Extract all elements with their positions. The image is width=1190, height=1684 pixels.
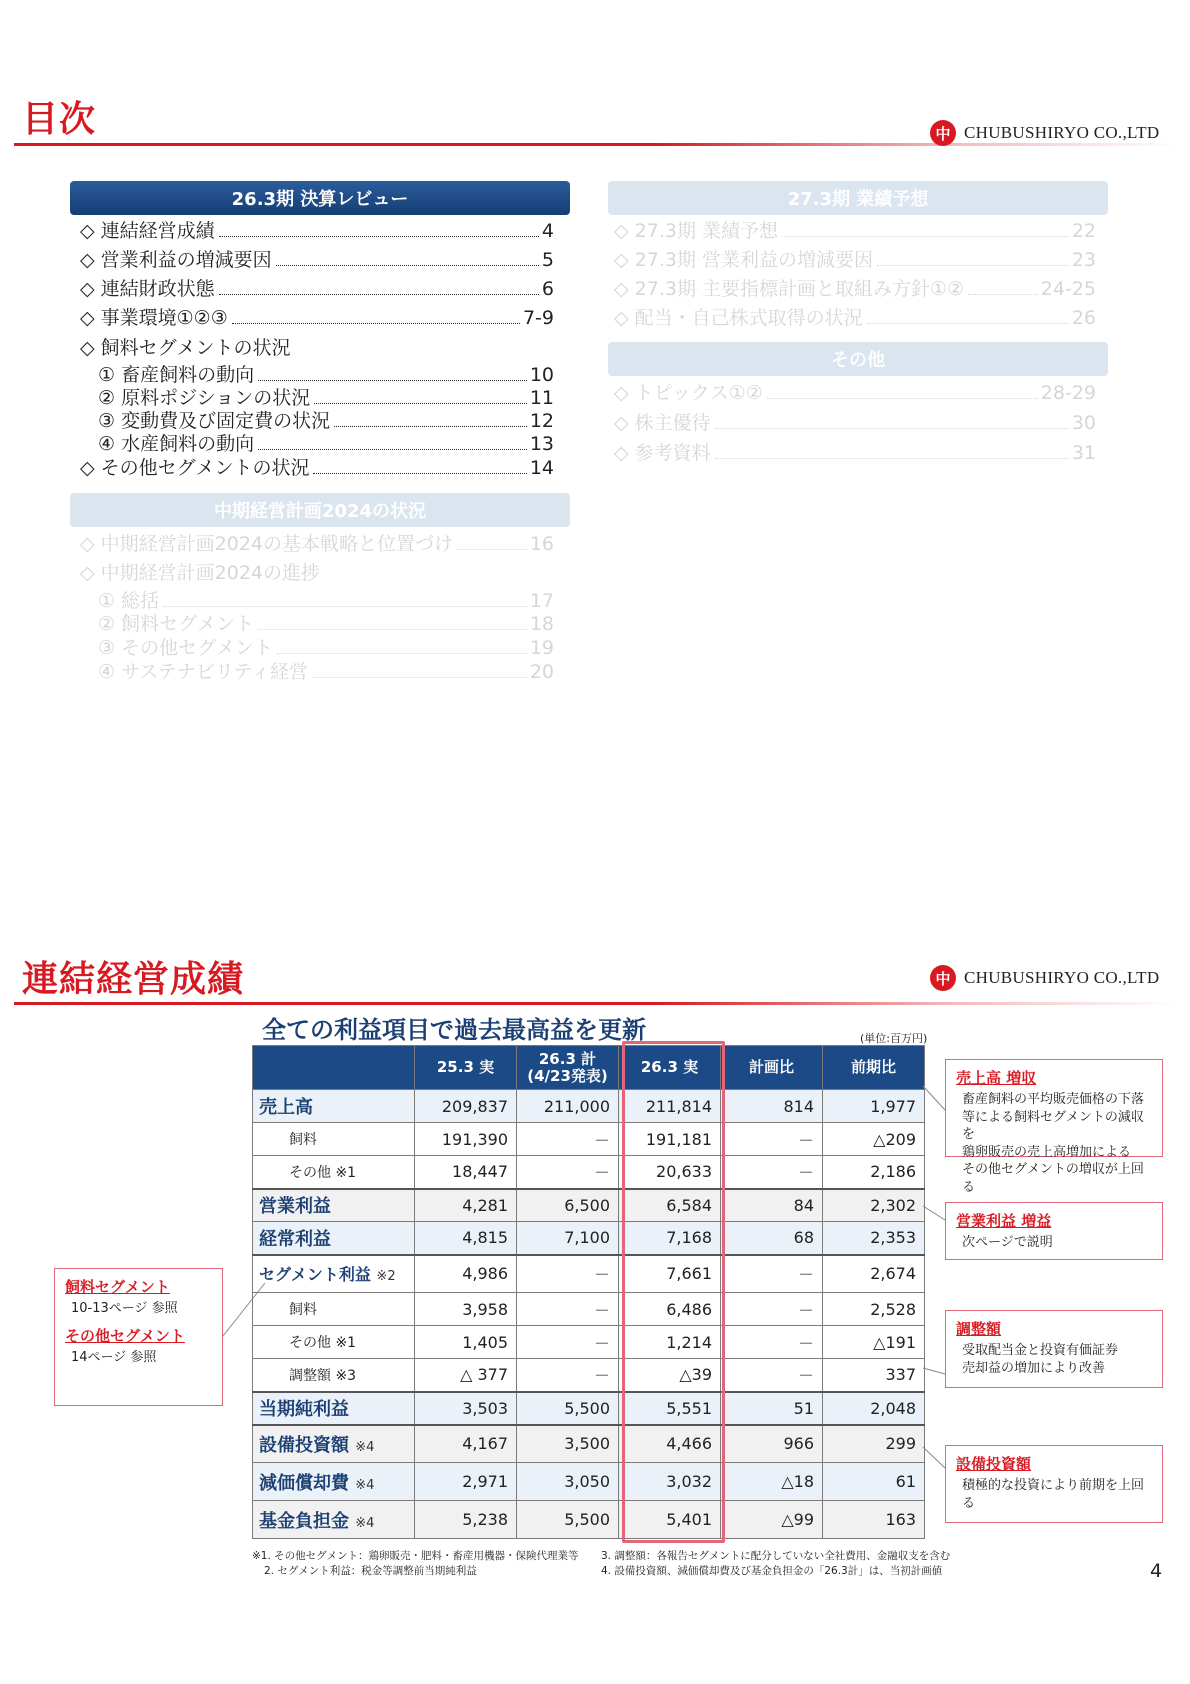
table-row: 経常利益 4,815 7,100 7,168 68 2,353 — [253, 1222, 925, 1255]
toc-item[interactable]: ◇ 営業利益の増減要因 5 — [80, 249, 554, 271]
col-26-3-actual: 26.3 実 — [619, 1046, 721, 1090]
toc-item[interactable]: ◇ 連結財政状態 6 — [80, 278, 554, 300]
results-subtitle: 全ての利益項目で過去最高益を更新 — [262, 1016, 646, 1044]
toc-item[interactable]: ◇ 27.3期 営業利益の増減要因 23 — [614, 249, 1096, 271]
table-row: 減価償却費 ※4 2,971 3,050 3,032 △18 61 — [253, 1463, 925, 1501]
toc-section-review-header: 26.3期 決算レビュー — [70, 181, 570, 215]
toc-item[interactable]: ◇ 飼料セグメントの状況 — [80, 337, 291, 359]
table-row: その他 ※1 1,405 － 1,214 － △191 — [253, 1326, 925, 1359]
toc-item[interactable]: ◇ 27.3期 業績予想 22 — [614, 220, 1096, 242]
company-name: CHUBUSHIRYO CO.,LTD — [964, 968, 1160, 987]
toc-item[interactable]: ◇ トピックス①② 28-29 — [614, 382, 1096, 404]
callout-adjustment: 調整額 受取配当金と投資有価証券 売却益の増加により改善 — [945, 1310, 1163, 1388]
table-row: 売上高 209,837 211,000 211,814 814 1,977 — [253, 1090, 925, 1123]
toc-page-title: 目次 — [22, 99, 97, 140]
footnotes-right: 3. 調整額：各報告セグメントに配分していない全社費用、金融収支を含む 4. 設備投資額、減価償却費及び基金負担金の「26.3計」は、当初計画値 — [601, 1550, 951, 1578]
toc-item[interactable]: ◇ 中期経営計画2024の基本戦略と位置づけ 16 — [80, 533, 554, 555]
toc-subitem[interactable]: ③ その他セグメント 19 — [98, 637, 554, 659]
toc-item[interactable]: ◇ 事業環境①②③ 7-9 — [80, 307, 554, 329]
table-row: 基金負担金 ※4 5,238 5,500 5,401 △99 163 — [253, 1501, 925, 1539]
callout-segments: 飼料セグメント 10-13ページ 参照 その他セグメント 14ページ 参照 — [54, 1268, 223, 1406]
table-row: その他 ※1 18,447 － 20,633 － 2,186 — [253, 1156, 925, 1189]
col-vs-plan: 計画比 — [721, 1046, 823, 1090]
table-row: 調整額 ※3 △ 377 － △39 － 337 — [253, 1359, 925, 1392]
callout-sales: 売上高 増収 畜産飼料の平均販売価格の下落 等による飼料セグメントの減収を 鶏卵販売の売上高増加による その他セグメントの増収が上回る — [945, 1059, 1163, 1157]
toc-subitem[interactable]: ② 原料ポジションの状況 11 — [98, 387, 554, 409]
toc-item[interactable]: ◇ 配当・自己株式取得の状況 26 — [614, 307, 1096, 329]
toc-subitem[interactable]: ④ サステナビリティ経営 20 — [98, 661, 554, 683]
col-26-3-plan: 26.3 計 (4/23発表) — [517, 1046, 619, 1090]
table-row: 設備投資額 ※4 4,167 3,500 4,466 966 299 — [253, 1425, 925, 1463]
page-number: 4 — [1150, 1560, 1163, 1582]
toc-subitem[interactable]: ② 飼料セグメント 18 — [98, 613, 554, 635]
toc-section-other-header: その他 — [608, 342, 1108, 376]
table-row: 飼料 3,958 － 6,486 － 2,528 — [253, 1293, 925, 1326]
toc-subitem[interactable]: ① 総括 17 — [98, 590, 554, 612]
toc-section-midterm-header: 中期経営計画2024の状況 — [70, 493, 570, 527]
toc-subitem[interactable]: ③ 変動費及び固定費の状況 12 — [98, 410, 554, 432]
unit-label: (単位:百万円) — [860, 1032, 928, 1045]
table-row: 飼料 191,390 － 191,181 － △209 — [253, 1123, 925, 1156]
toc-item[interactable]: ◇ 参考資料 31 — [614, 442, 1096, 464]
toc-item[interactable]: ◇ 27.3期 主要指標計画と取組み方針①② 24-25 — [614, 278, 1096, 300]
table-row: 当期純利益 3,503 5,500 5,551 51 2,048 — [253, 1392, 925, 1425]
toc-item[interactable]: ◇ 連結経営成績 4 — [80, 220, 554, 242]
callout-capex: 設備投資額 積極的な投資により前期を上回る — [945, 1445, 1163, 1523]
table-row: セグメント利益 ※2 4,986 － 7,661 － 2,674 — [253, 1255, 925, 1293]
toc-item[interactable]: ◇ 株主優待 30 — [614, 412, 1096, 434]
results-page-title: 連結経営成績 — [22, 959, 245, 1000]
company-name: CHUBUSHIRYO CO.,LTD — [964, 123, 1160, 142]
toc-item[interactable]: ◇ 中期経営計画2024の進捗 — [80, 562, 321, 584]
table-row: 営業利益 4,281 6,500 6,584 84 2,302 — [253, 1189, 925, 1222]
callout-operating-profit: 営業利益 増益 次ページで説明 — [945, 1202, 1163, 1260]
chubushiryo-logo-icon: 中 — [930, 120, 956, 146]
toc-section-forecast-header: 27.3期 業績予想 — [608, 181, 1108, 215]
toc-item[interactable]: ◇ その他セグメントの状況 14 — [80, 457, 554, 479]
toc-subitem[interactable]: ① 畜産飼料の動向 10 — [98, 364, 554, 386]
footnotes-left: ※1. その他セグメント：鶏卵販売・肥料・畜産用機器・保険代理業等 2. セグメント利益：税金等調整前当期純利益 — [252, 1550, 579, 1578]
col-vs-prev: 前期比 — [823, 1046, 925, 1090]
chubushiryo-logo-icon: 中 — [930, 965, 956, 991]
toc-subitem[interactable]: ④ 水産飼料の動向 13 — [98, 433, 554, 455]
col-25-3-actual: 25.3 実 — [415, 1046, 517, 1090]
